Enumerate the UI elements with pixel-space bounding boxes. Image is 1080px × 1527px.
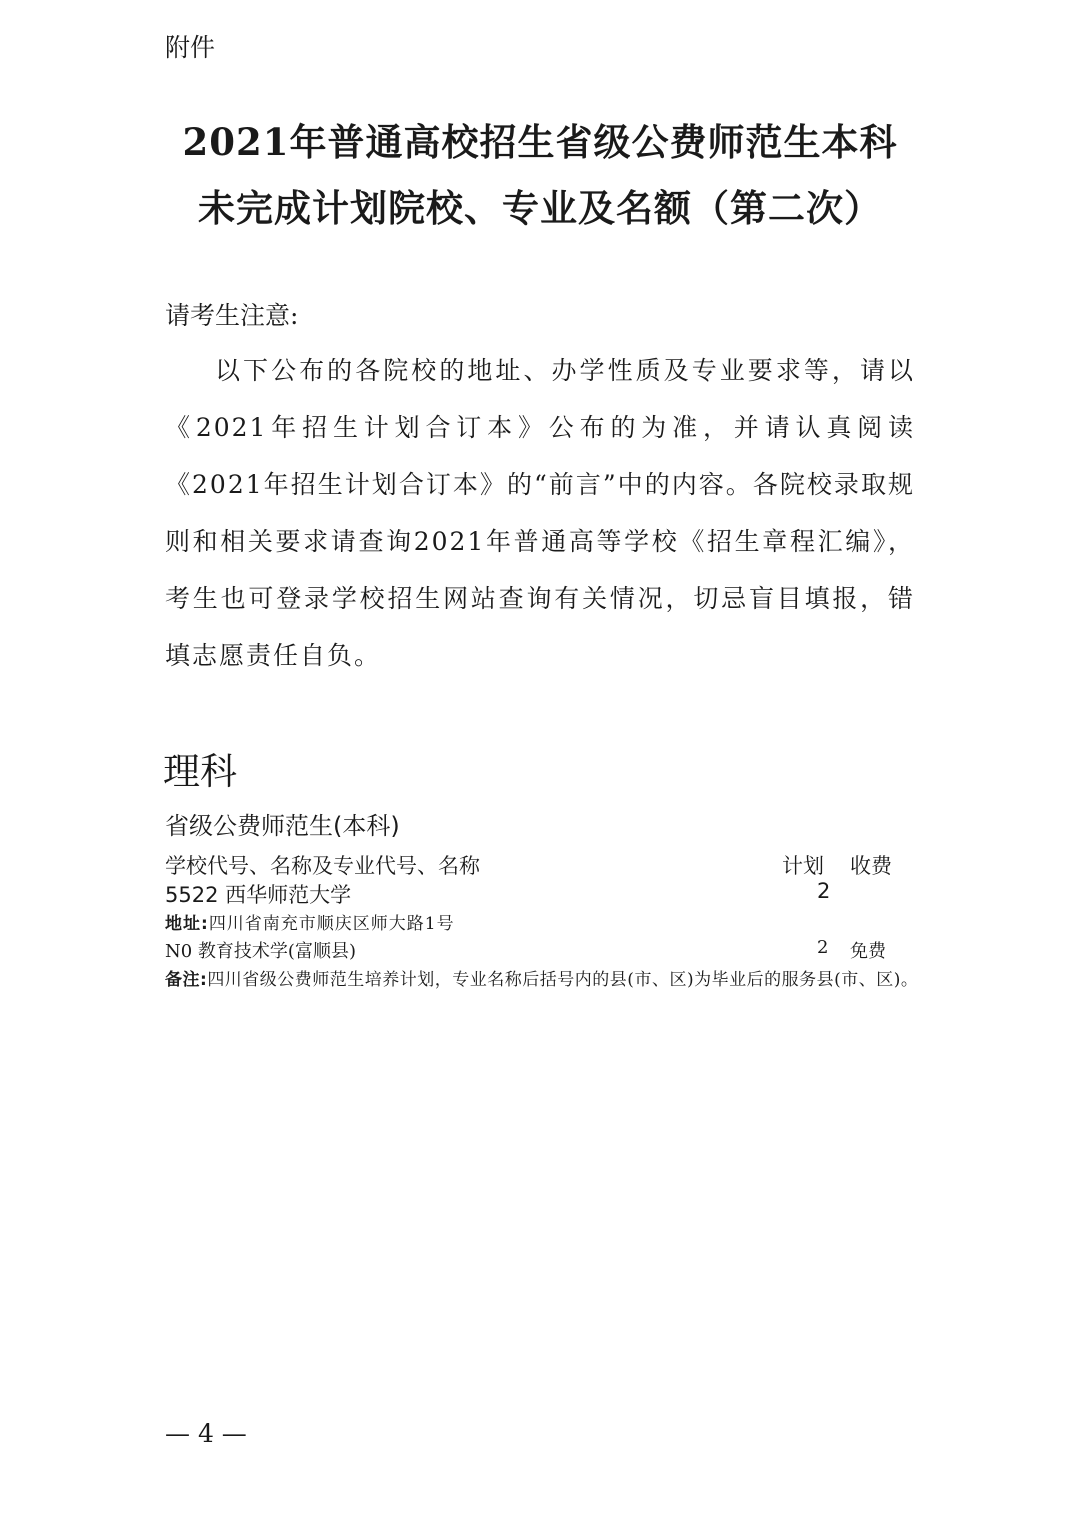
school-code-name: 5522 西华师范大学 xyxy=(165,883,352,907)
school-row xyxy=(165,879,915,909)
subsection-title: 省级公费师范生(本科) xyxy=(165,812,400,840)
page-number: — 4 — xyxy=(165,1419,247,1448)
school-address-row xyxy=(165,909,915,934)
notice-body: 以下公布的各院校的地址、办学性质及专业要求等，请以《2021年招生计划合订本》公布的为准，并请认真阅读《2021年招生计划合订本》的“前言”中的内容。各院校录取规则和相关要求请查询2021年普通高等学校《招生章程汇编》，考生也可登录学校招生网站查询有关情况，切忌盲目填报，错填志愿责任自负。 xyxy=(165,356,915,670)
remark-label: 备注: xyxy=(165,970,208,990)
attachment-label: 附件 xyxy=(165,33,216,62)
plan-column-header: 计划 xyxy=(782,854,824,878)
school-plan: 2 xyxy=(817,879,831,903)
name-column-header: 学校代号、名称及专业代号、名称 xyxy=(165,854,480,878)
address-value: 四川省南充市顺庆区师大路1号 xyxy=(208,914,455,934)
fee-column-header: 收费 xyxy=(850,854,892,878)
document-title-line-2: 未完成计划院校、专业及名额（第二次） xyxy=(198,186,882,230)
notice-heading: 请考生注意: xyxy=(165,301,299,330)
remark xyxy=(165,966,920,994)
major-code-name: N0 教育技术学(富顺县) xyxy=(165,941,356,962)
section-title: 理科 xyxy=(163,750,237,793)
table-header xyxy=(165,850,915,880)
address-label: 地址: xyxy=(165,914,209,934)
remark-text: 四川省级公费师范生培养计划，专业名称后括号内的县(市、区)为毕业后的服务县(市、区)。 xyxy=(207,970,919,990)
document-title-line-1: 2021年普通高校招生省级公费师范生本科 xyxy=(182,120,898,164)
major-row xyxy=(165,937,915,965)
major-plan: 2 xyxy=(817,937,829,958)
major-fee: 免费 xyxy=(850,941,886,962)
